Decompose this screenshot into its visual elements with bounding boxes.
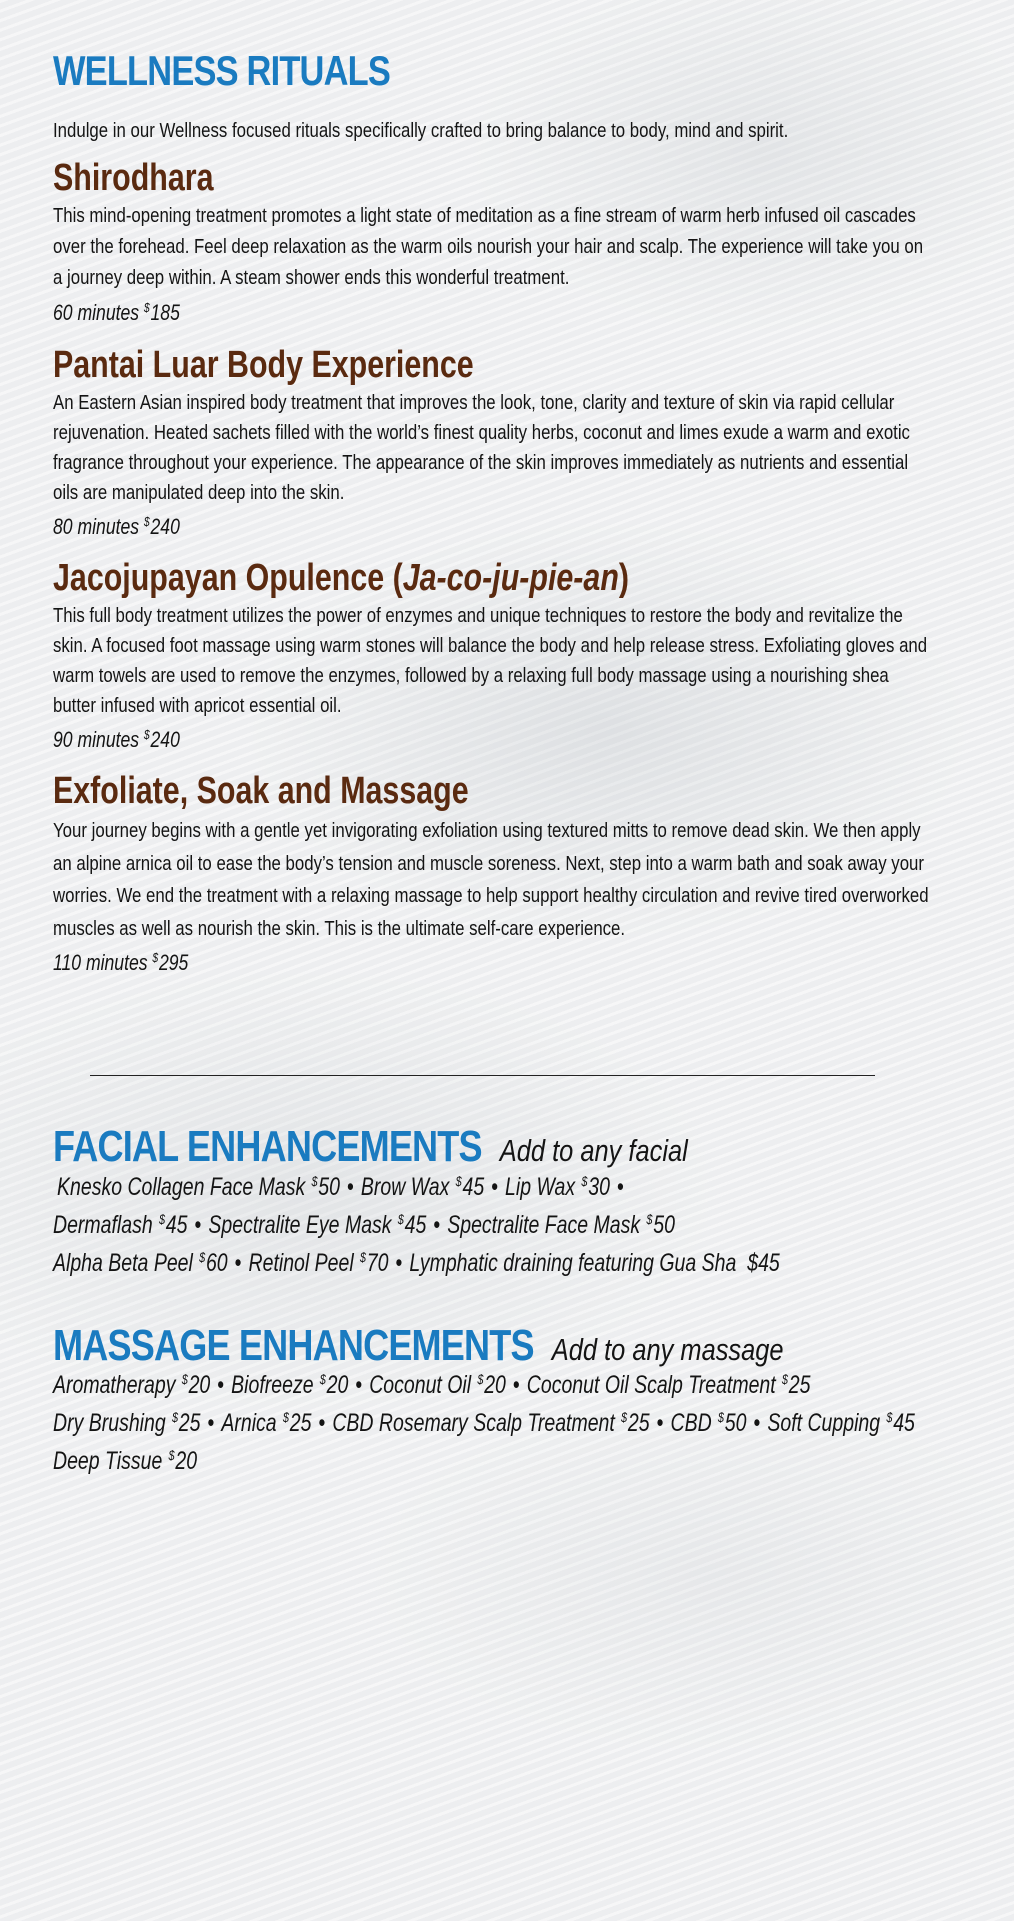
item-price: 20 [175,1447,198,1475]
facial-line-1: Knesko Collagen Face Mask $50 • Brow Wax $45 • Lip Wax $30 • [57,1173,624,1201]
item-price: $45 [747,1249,780,1277]
treatment-description-exfoliate-soak-massage: Your journey begins with a gentle yet invigorating exfoliation using textured mitts to remove dead skin. We then apply an alpine arnica oil to ease the body’s tension and muscle soreness. Next, step into a warm bath and soak away your worries. We end the treatment with a relaxing massage to help support healthy circulation and revive tired overworked muscles as well as nourish the skin. This is the ultimate self-care experience. [53,820,929,940]
facial-enhancements-title: FACIAL ENHANCEMENTS [53,1122,482,1171]
item-price: 50 [724,1409,747,1437]
treatment-name: Jacojupayan Opulence [53,557,385,599]
massage-line-3: Deep Tissue $20 [53,1447,198,1475]
item-price: 50 [318,1173,341,1201]
item-price: 25 [627,1409,650,1437]
item-name: Biofreeze [231,1371,314,1399]
item-name: CBD Rosemary Scalp Treatment [332,1409,615,1437]
wellness-intro: Indulge in our Wellness focused rituals specifically crafted to bring balance to body, mind and spirit. [53,120,789,142]
treatment-title-exfoliate-soak-massage: Exfoliate, Soak and Massage [53,770,469,812]
price: 240 [150,727,180,752]
item-name: Lymphatic draining featuring Gua Sha [409,1249,737,1277]
item-price: 45 [165,1211,188,1239]
item-name: Spectralite Eye Mask [208,1211,392,1239]
duration: 110 minutes [53,950,148,975]
item-name: CBD [670,1409,712,1437]
item-price: 20 [326,1371,349,1399]
treatment-pronunciation: Ja-co-ju-pie-an [402,557,619,599]
treatment-title-pantai-luar: Pantai Luar Body Experience [53,344,474,386]
item-name: Coconut Oil [369,1371,472,1399]
item-name: Soft Cupping [767,1409,881,1437]
facial-enhancements-subtitle: Add to any facial [499,1133,688,1168]
item-price: 45 [404,1211,427,1239]
currency-symbol: $ [143,514,150,529]
massage-line-2: Dry Brushing $25 • Arnica $25 • CBD Rosemary Scalp Treatment $25 • CBD $50 • Soft Cupping $45 [53,1409,915,1437]
item-price: 45 [893,1409,915,1437]
item-name: Dermaflash [53,1211,153,1239]
treatment-price-shirodhara [53,300,180,326]
item-price: 25 [788,1371,811,1399]
currency-symbol: $ [143,727,150,742]
price: 295 [158,950,189,975]
item-price: 20 [188,1371,211,1399]
item-name: Knesko Collagen Face Mask [57,1173,306,1201]
item-price: 30 [588,1173,610,1201]
item-name: Arnica [221,1409,277,1437]
facial-line-3: Alpha Beta Peel $60 • Retinol Peel $70 • Lymphatic draining featuring Gua Sha $45 [53,1249,780,1277]
item-name: Brow Wax [360,1173,450,1201]
treatment-description-shirodhara: This mind-opening treatment promotes a light state of meditation as a fine stream of warm herb infused oil cascades over the forehead. Feel deep relaxation as the warm oils nourish your hair and scalp. The experience will take you on a journey deep within. A steam shower ends this wonderful treatment. [53,205,924,289]
massage-enhancements-title: MASSAGE ENHANCEMENTS [53,1321,534,1370]
item-name: Deep Tissue [53,1447,163,1475]
massage-enhancements-subtitle: Add to any massage [551,1332,784,1367]
item-name: Coconut Oil Scalp Treatment [526,1371,776,1399]
duration: 60 minutes [53,300,140,325]
facial-enhancements-heading [53,1121,688,1177]
treatment-price-jacojupayan [53,727,180,753]
item-price: 45 [462,1173,485,1201]
item-price: 25 [289,1409,312,1437]
item-name: Dry Brushing [53,1409,166,1437]
currency-symbol: $ [152,950,159,965]
treatment-title-jacojupayan: Jacojupayan Opulence (Ja-co-ju-pie-an) [53,557,630,599]
treatment-description-jacojupayan: This full body treatment utilizes the power of enzymes and unique techniques to restore the body and revitalize the skin. A focused foot massage using warm stones will balance the body and help release stress. Exfoliating gloves and warm towels are used to remove the enzymes, followed by a relaxing full body massage using a nourishing shea butter infused with apricot essential oil. [53,605,928,717]
treatment-title-shirodhara: Shirodhara [53,157,214,199]
item-price: 60 [205,1249,228,1277]
item-name: Spectralite Face Mask [447,1211,641,1239]
item-name: Alpha Beta Peel [53,1249,193,1277]
duration: 90 minutes [53,727,140,752]
treatment-price-exfoliate-soak-massage [53,950,188,976]
section-divider [90,1075,875,1076]
item-price: 70 [366,1249,389,1277]
item-price: 25 [178,1409,201,1437]
treatment-description-pantai-luar: An Eastern Asian inspired body treatment that improves the look, tone, clarity and texture of skin via rapid cellular rejuvenation. Heated sachets filled with the world’s finest quality herbs, coconut and limes exude a warm and exotic fragrance throughout your experience. The appearance of the skin improves immediately as nutrients and essential oils are manipulated deep into the skin. [53,392,910,504]
currency-symbol: $ [143,300,150,315]
price: 185 [150,300,180,325]
facial-line-2: Dermaflash $45 • Spectralite Eye Mask $45 • Spectralite Face Mask $50 [53,1211,675,1239]
price: 240 [150,514,180,539]
massage-enhancements-heading [53,1320,784,1376]
item-price: 50 [653,1211,675,1239]
item-name: Lip Wax [505,1173,576,1201]
item-price: 20 [484,1371,506,1399]
massage-line-1: Aromatherapy $20 • Biofreeze $20 • Coconut Oil $20 • Coconut Oil Scalp Treatment $25 [53,1371,811,1399]
wellness-rituals-heading: WELLNESS RITUALS [53,47,391,94]
duration: 80 minutes [53,514,140,539]
treatment-price-pantai-luar [53,514,180,540]
item-name: Aromatherapy [53,1371,176,1399]
item-name: Retinol Peel [248,1249,354,1277]
